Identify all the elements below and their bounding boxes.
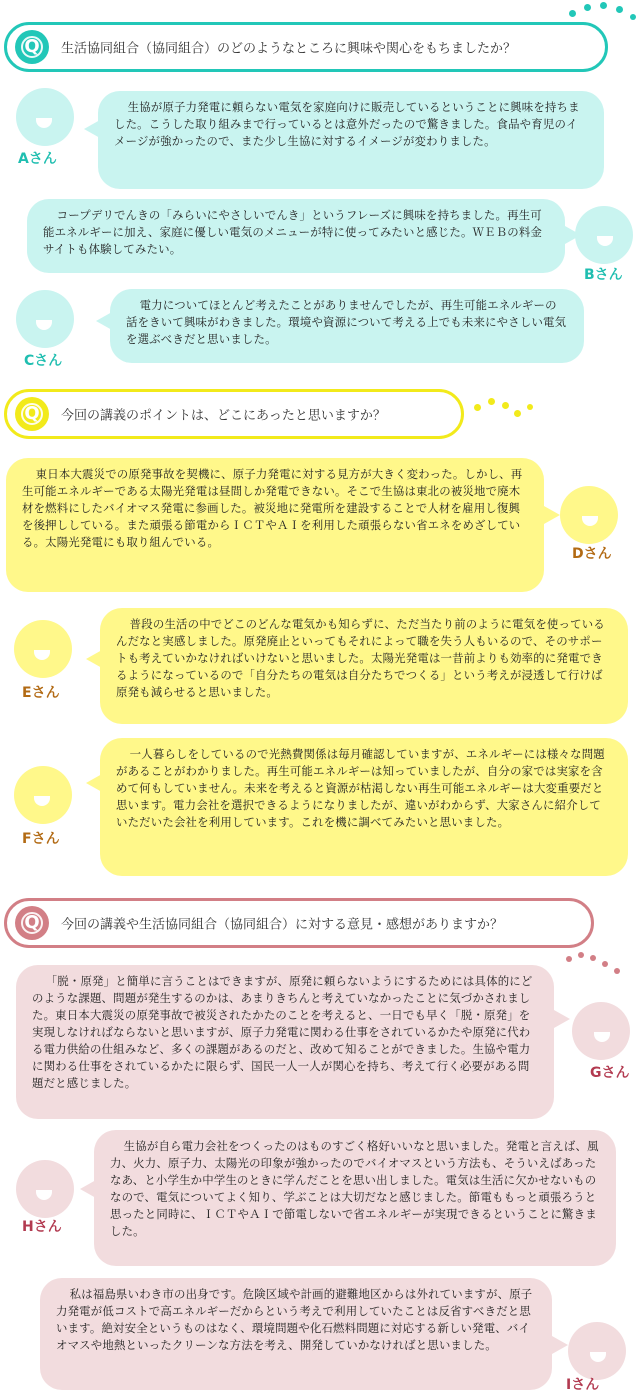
question-text-2: 今回の講義のポイントは、どこにあったと思いますか？ [61, 408, 386, 424]
q-icon-letter: Q [24, 36, 40, 57]
avatar-f [14, 766, 72, 824]
answer-text-b: コープデリでんきの「みらいにやさしいでんき」というフレーズに興味を持ちました。再生可能エネルギーに加え、家庭に優しい電気のメニューが特に使ってみたいと感じた。ＷＥＢの料金サイトも体験してみたい。 [43, 208, 543, 256]
answer-bubble-e [100, 608, 628, 724]
answer-bubble-f [100, 738, 628, 876]
question-text-1: 生活協同組合（協同組合）のどのようなところに興味や関心をもちましたか？ [61, 41, 517, 57]
avatar-a [16, 88, 74, 146]
decor-dot [602, 961, 608, 967]
answer-bubble-g [16, 965, 554, 1119]
answer-name-g: Gさん [590, 1065, 630, 1081]
answer-name-c: Cさん [24, 353, 63, 369]
answer-bubble-h [94, 1130, 616, 1266]
answer-name-e: Eさん [22, 685, 60, 701]
avatar-d [560, 486, 618, 544]
answer-name-h: Hさん [22, 1219, 62, 1235]
q-icon [15, 30, 49, 64]
answer-text-h: 生協が自ら電力会社をつくったのはものすごく格好いいなと思いました。発電と言えば、風力、火力、原子力、太陽光の印象が強かったのでバイオマスという方法も、そういえばあったなあ、と小学生か中学生のときに学んだことを思い出しました。電気は生活に欠かせないものなので、電気についてよく知り、学ぶことは大切だなと感じました。節電ももっと頑張ろうと思ったと同時に、ＩＣＴやＡＩで節電しないで省エネルギーが実現できるということに驚きました。 [110, 1139, 599, 1238]
question-bar-2 [4, 389, 464, 439]
q-icon-letter: Q [24, 403, 40, 424]
answer-text-e: 普段の生活の中でどこのどんな電気かも知らずに、ただ当たり前のように電気を使っているんだなと実感しました。原発廃止といってもそれによって職を失う人もいるので、そのサポートも考えていかなければいけないと思いました。太陽光発電は一昔前よりも効率的に発電できるようになっているので「自分たちの電気は自分たちでつくる」という考えが浸透して行けば原発も減らせると思いました。 [116, 617, 605, 699]
question-text-3: 今回の講義や生活協同組合（協同組合）に対する意見・感想がありますか？ [61, 917, 504, 933]
answer-text-d: 東日本大震災での原発事故を契機に、原子力発電に対する見方が大きく変わった。しかし、再生可能エネルギーである太陽光発電は昼間しか発電できない。そこで生協は東北の被災地で廃木材を燃料にしたバイオマス発電に参画した。被災地に発電所を建設することで人材を雇用し復興を後押ししている。また頑張る節電からＩＣＴやＡＩを利用した頑張らない省エネをめざしている。太陽光発電にも取り組んでいる。 [22, 467, 523, 549]
decor-dot [584, 4, 591, 11]
bubble-tail [554, 1010, 570, 1028]
avatar-e [14, 620, 72, 678]
decor-dot [527, 404, 533, 410]
answer-bubble-b [27, 199, 565, 273]
answer-name-f: Fさん [22, 831, 60, 847]
q-icon [15, 906, 49, 940]
decor-dot [488, 398, 495, 405]
answer-name-d: Dさん [572, 546, 612, 562]
answer-text-c: 電力についてほとんど考えたことがありませんでしたが、再生可能エネルギーの話をきいて興味がわきました。環境や資源について考える上でも未来にやさしい電気を選ぶべきだと思いました。 [126, 298, 567, 346]
answer-bubble-d [6, 458, 544, 592]
answer-name-i: Iさん [566, 1377, 600, 1393]
avatar-i [568, 1322, 626, 1380]
answer-bubble-i [40, 1278, 552, 1390]
answer-bubble-a [98, 91, 604, 189]
avatar-h [16, 1160, 74, 1218]
decor-dot [502, 402, 509, 409]
decor-dot [616, 6, 623, 13]
avatar-g [572, 1002, 630, 1060]
avatar-c [16, 290, 74, 348]
decor-dot [566, 956, 572, 962]
decor-dot [600, 2, 607, 9]
answer-text-i: 私は福島県いわき市の出身です。危険区域や計画的避難地区からは外れていますが、原子力発電が低コストで高エネルギーだからという考えで利用していたことは反省すべきだと思います。絶対安全というものはなく、環境問題や化石燃料問題に対応する新しい発電、バイオマスや地熱といったクリーンな方法を考え、開発していかなければと思いました。 [56, 1287, 533, 1352]
decor-dot [590, 955, 596, 961]
bubble-tail [544, 506, 560, 524]
decor-dot [514, 410, 521, 417]
answer-bubble-c [110, 289, 584, 363]
avatar-b [575, 206, 633, 264]
answer-text-g: 「脱・原発」と簡単に言うことはできますが、原発に頼らないようにするためには具体的にどのような課題、問題が発生するのかは、あまりきちんと考えていなかったことに気づかされました。東日本大震災の原発事故で被災されたかたのことを考えると、一日でも早く「脱・原発」を実現しなければならないと思いますが、原子力発電に関わる仕事をされているかたや原発に代わる電力供給の仕組みなど、多くの課題があるのだと、改めて知ることができました。生協や電力に関わる仕事をされているかたに限らず、国民一人一人が関心を持ち、考えて行く必要がある問題だと感じました。 [32, 974, 533, 1090]
decor-dot [474, 404, 481, 411]
bubble-tail [552, 1336, 568, 1354]
decor-dot [630, 14, 636, 20]
decor-dot [578, 952, 584, 958]
answer-name-a: Aさん [18, 151, 57, 167]
answer-name-b: Bさん [584, 267, 623, 283]
decor-dot [569, 10, 576, 17]
q-icon-letter: Q [24, 912, 40, 933]
answer-text-a: 生協が原子力発電に頼らない電気を家庭向けに販売しているということに興味を持ちました。こうした取り組みまで行っているとは意外だったので驚きました。食品や育児のイメージが強かったので、また少し生協に対するイメージが変わりました。 [114, 100, 580, 148]
decor-dot [614, 968, 620, 974]
q-icon [15, 397, 49, 431]
question-bar-3 [4, 898, 594, 948]
question-bar-1 [4, 22, 608, 72]
answer-text-f: 一人暮らしをしているので光熱費関係は毎月確認していますが、エネルギーには様々な問題があることがわかりました。再生可能エネルギーは知っていましたが、自分の家では実家を含めて何もしていません。未来を考えると資源が枯渇しない再生可能エネルギーは大変重要だと思います。電力会社を選択できるようになりましたが、違いがわからず、大家さんに紹介していただいた会社を利用しています。これを機に調べてみたいと思いました。 [116, 747, 605, 829]
